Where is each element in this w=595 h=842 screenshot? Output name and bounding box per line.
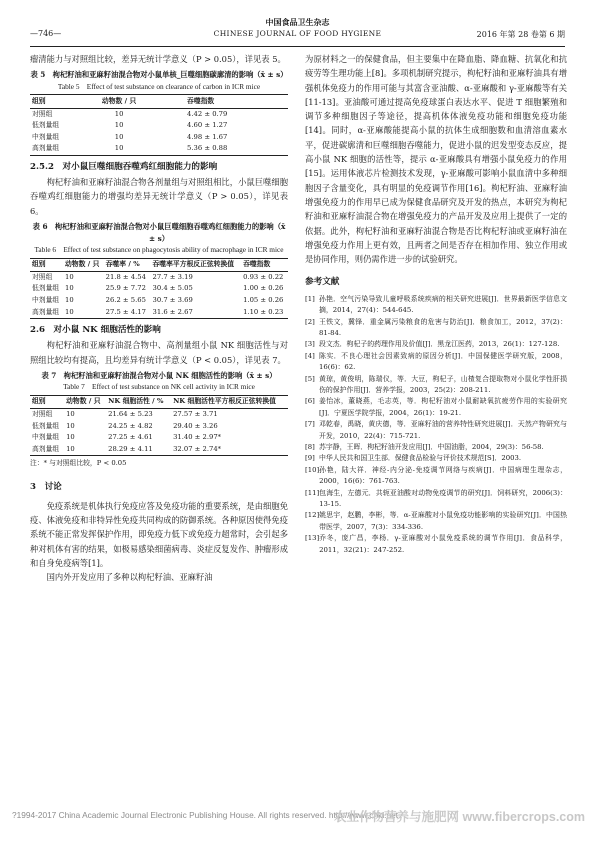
journal-title-en: CHINESE JOURNAL OF FOOD HYGIENE [213,29,382,38]
table-cell: 低剂量组 [32,121,60,130]
table-cell: 10 [63,306,104,318]
paragraph-intro: 瘤清能力与对照组比较，差异无统计学意义（P > 0.05），详见表 5。 [30,54,286,64]
table-row [30,143,288,155]
table-6 [30,258,288,320]
table-cell: 0.93 ± 0.22 [243,272,284,281]
table-7 [30,395,288,457]
reference-item [305,374,567,397]
reference-item [305,396,567,419]
table6-caption-cn: 表 6 枸杞籽油和亚麻籽油混合物对小鼠巨噬细胞吞噬鸡红细胞能力的影响（x̄ ± s） [32,222,286,243]
table-cell: 24.25 ± 4.82 [108,421,153,430]
table-row [30,295,288,307]
table-header-cell: 组别 [30,395,64,408]
table-header-cell: 吞噬率 / % [104,258,151,271]
discussion-paragraph-1: 免疫系统是机体执行免疫应答及免疫功能的重要系统，是由细胞免疫、体液免疫和非特异性免疫共同构成的防御系统。各种原因使得免疫系统不能正常发挥保护作用，即免疫力低下或免疫力超常时，会引起多种对机体有害的结果，如极易感染细菌病毒、炎症反复发作、肿瘤形成和自身免疫病等[1]。 [30,500,288,568]
reference-item [305,339,567,350]
reference-text: 包海生，左德元．共轭亚油酸对动物免疫调节的研究[J]．饲料研究，2006(3)：13-15. [319,488,567,509]
section-2-6-body: 枸杞籽油和亚麻籽油混合物中、高剂量组小鼠 NK 细胞活性与对照组比较均有提高，且均差异有统计学意义（P < 0.05），详见表 7。 [30,340,288,365]
table-cell: 中剂量组 [32,132,60,141]
table-cell: 26.2 ± 5.65 [105,296,146,305]
discussion-paragraph-2: 国内外开发应用了多种以枸杞籽油、亚麻籽油 [46,572,213,583]
table-row [30,120,288,132]
table-cell: 4.98 ± 1.67 [187,132,228,141]
table-cell: 4.42 ± 0.79 [187,109,228,118]
table-row [30,108,288,120]
reference-item [305,465,567,488]
table-header-cell: 动物数 / 只 [64,395,106,408]
table-cell: 对照组 [32,272,53,281]
reference-number: [4] [305,351,315,360]
running-header [30,17,565,47]
table-cell: 21.64 ± 5.23 [108,410,153,419]
table-cell: 高剂量组 [30,143,85,155]
table-header-cell: 组别 [30,258,63,271]
reference-item [305,294,567,317]
reference-text: 孙艳，陆大祥．神经-内分泌-免疫调节网络与疾病[J]．中国病理生理杂志，2000，16(6)：761-763. [319,465,567,486]
table-cell: 27.5 ± 4.17 [104,306,151,318]
reference-item [305,533,567,556]
reference-text: 黄琼，黄俊明，陈瑞仪，等．大豆，枸杞子，山楂复合提取物对小鼠化学性肝损伤的保护作用[J]．营养学报，2003，25(2)：208-211. [319,374,567,394]
table-cell: 30.7 ± 3.69 [152,296,193,305]
table6-caption-en: Table 6 Effect of test substance on phagocytosis ability of macrophage in ICR mice [34,245,284,254]
table-cell: 1.00 ± 0.26 [243,284,284,293]
journal-title-cn: 中国食品卫生杂志 [265,17,330,27]
table-cell: 对照组 [32,109,53,118]
reference-item [305,510,567,533]
reference-text: 姜怡冰，董晓燕，毛志英，等．枸杞籽油对小鼠耐缺氧抗疲劳作用的实验研究[J]．宁夏医学院学报，2004，26(1)：19-21. [319,397,567,417]
table-cell: 中剂量组 [32,433,60,442]
watermark: 农业作物营养与施肥网 www.fibercrops.com [334,810,585,824]
table-cell: 10 [64,444,106,456]
table-cell: 10 [114,121,124,130]
table-header-cell: 吞噬指数 [153,95,288,108]
table-row [30,306,288,318]
reference-item [305,442,567,453]
table-cell: 10 [85,143,153,155]
table-header-cell: 动物数 / 只 [85,95,153,108]
reference-number: [7] [305,420,315,429]
discussion-continued: 为原材料之一的保健食品，但主要集中在降血脂、降血糖、抗氧化和抗疲劳等生理功能上[8]。多项机制研究提示，枸杞籽油和亚麻籽油具有增强机体免疫力的作用可能与其富含亚油酸、α-亚麻酸和 γ-亚麻酸等有关[11-13]。亚油酸可通过提高免疫球蛋白表达水平、促进 T 细胞繁殖和调节多种细胞因子等途径，提高机体体液免疫功能和细胞免疫功能[14]。同时，α-亚麻酸能提高小鼠的抗体生成细胞数和血清溶血素水平，促进碳廓清和巨噬细胞吞噬能力，促进小鼠的迟发型变态反应，提高小鼠 NK 细胞的活性等，提示 α-亚麻酸具有增强小鼠免疫力的作用[15]。运用体液芯片检测技术发现，γ-亚麻酸可影响小鼠血清中多种细胞因子含量变化，具有明显的免疫调节作用[16]。枸杞籽油、亚麻籽油增强免疫力的作用早已成为保健食品研究及开发的热点，本研究为枸杞籽油和亚麻籽油混合物在增强免疫力的产品开发及应用上提供了一定的依据。此外，枸杞籽油和亚麻籽油混合物是否比枸杞籽油或亚麻籽油在增强免疫力作用上更有效，且两者之间是否存在相加作用、独立作用或是协同作用，则仍需作进一步的试验研究。 [305,54,567,265]
reference-text: 陈实．不良心理社会因素致病的原因分析[J]．中国保健医学研究版，2008，16(6)：62. [319,351,567,372]
table-header-cell: 吞噬指数 [241,258,288,271]
reference-number: [6] [305,397,315,406]
header-divider [30,46,565,47]
table-cell: 10 [114,109,124,118]
table-cell: 低剂量组 [32,421,60,430]
table-cell: 高剂量组 [30,444,64,456]
table-cell: 27.7 ± 3.19 [152,272,193,281]
table-cell: 30.4 ± 5.05 [152,284,193,293]
reference-text: 乔冬，庞广昌，李杨．γ-亚麻酸对小鼠免疫系统的调节作用[J]．食品科学，2011，32(21)：247-252. [319,534,567,554]
table-cell: 29.40 ± 3.26 [173,421,218,430]
reference-item [305,453,567,464]
page-number: —746— [30,29,62,38]
table-row [30,421,288,433]
reference-text: 中华人民共和国卫生部．保健食品检验与评价技术规范[S]．2003. [319,454,522,463]
reference-number: [8] [305,443,315,452]
copyright-notice: ?1994-2017 China Academic Journal Electronic Publishing House. All rights reserved. http://www.cnki.net [12,810,399,820]
section-2-5-2-title: 2.5.2 对小鼠巨噬细胞吞噬鸡红细胞能力的影响 [30,161,218,172]
table-row [30,132,288,144]
section-2-6-title: 2.6 对小鼠 NK 细胞活性的影响 [30,325,161,336]
reference-number: [9] [305,454,315,463]
table-cell: 25.9 ± 7.72 [105,284,146,293]
reference-number: [10] [305,465,320,474]
table-cell: 10 [65,284,74,293]
reference-number: [1] [305,294,315,303]
table-cell: 21.8 ± 4.54 [105,272,146,281]
reference-item [305,419,567,442]
table7-note: 注：* 与对照组比较，P < 0.05 [30,459,127,468]
table-cell: 10 [66,410,75,419]
table-row [30,444,288,456]
table-cell: 中剂量组 [32,296,60,305]
table-cell: 10 [65,296,74,305]
reference-text: 邓乾春，禹晓，黄庆德，等．亚麻籽油的营养特性研究进展[J]．天然产物研究与开发，2010，22(4)：715-721. [319,420,567,440]
table-cell: 1.05 ± 0.26 [243,296,284,305]
reference-text: 孙艳．空气污染导致儿童呼吸系统疾病的相关研究进展[J]．世界最新医学信息文摘，2014，27(4)：544-645. [319,294,567,315]
table-cell: 31.40 ± 2.97* [173,433,222,442]
table-cell: 对照组 [32,410,53,419]
table-header-cell: 组别 [30,95,85,108]
reference-text: 段文杰．枸杞子的药理作用及价值[J]．黑龙江医药，2013，26(1)：127-128. [319,340,560,349]
reference-number: [2] [305,317,315,326]
table-cell: 5.36 ± 0.88 [153,143,288,155]
issue-info: 2016 年第 28 卷第 6 期 [476,30,565,39]
section-2-5-2-body: 枸杞籽油和亚麻籽油混合物各剂量组与对照组相比，小鼠巨噬细胞吞噬鸡红细胞能力的增强均差异无统计学意义（P > 0.05），详见表 6。 [30,177,288,216]
table-row [30,283,288,295]
references-list [305,294,567,556]
reference-item [305,351,567,374]
table-row [30,409,288,421]
table-header-cell: NK 细胞活性平方根反正弦转换值 [171,395,288,408]
reference-number: [11] [305,488,320,497]
table7-caption-en: Table 7 Effect of test substance on NK cell activity in ICR mice [63,382,255,392]
table-row [30,432,288,444]
table-header-cell: 动物数 / 只 [63,258,104,271]
table-row [30,271,288,283]
table-cell: 31.6 ± 2.67 [151,306,242,318]
table7-caption-cn: 表 7 枸杞籽油和亚麻籽油混合物对小鼠 NK 细胞活性的影响（x̄ ± s） [41,370,277,380]
reference-number: [12] [305,511,320,520]
references-title: 参考文献 [305,277,340,288]
table-cell: 32.07 ± 2.74* [171,444,288,456]
reference-number: [5] [305,374,315,383]
table-cell: 10 [65,272,74,281]
table-header-cell: 吞噬率平方根反正弦转换值 [151,258,242,271]
section-3-title: 3 讨论 [30,482,62,493]
reference-text: 姚思宇，赵鹏，李彬，等．α-亚麻酸对小鼠免疫功能影响的实验研究[J]．中国热带医学，2007，7(3)：334-336. [319,511,567,531]
reference-number: [13] [305,534,320,543]
table5-caption-cn: 表 5 枸杞籽油和亚麻籽油混合物对小鼠单核_巨噬细胞碳廓清的影响（x̄ ± s） [30,70,288,80]
table5-caption-en: Table 5 Effect of test substance on clearance of carbon in ICR mice [57,81,261,91]
table-cell: 1.10 ± 0.23 [241,306,288,318]
table-cell: 10 [66,421,75,430]
reference-text: 王铁文，冀锋．重金属污染粮食的危害与防治[J]．粮食加工，2012，37(2)：81-84. [319,317,567,337]
table-cell: 28.29 ± 4.11 [106,444,171,456]
table-cell: 高剂量组 [30,306,63,318]
table-header-cell: NK 细胞活性 / % [106,395,171,408]
table-cell: 10 [114,132,124,141]
table-cell: 27.25 ± 4.61 [108,433,153,442]
table-cell: 低剂量组 [32,284,60,293]
reference-text: 苏宇静，王晖．枸杞籽油开发应用[J]．中国油脂，2004，29(3)：56-58. [319,443,544,452]
reference-number: [3] [305,340,315,349]
reference-item [305,488,567,511]
table-cell: 4.60 ± 1.27 [187,121,228,130]
right-column [305,52,567,556]
left-column [30,52,288,585]
table-5 [30,94,288,156]
table-cell: 10 [66,433,75,442]
table-cell: 27.57 ± 3.71 [173,410,218,419]
reference-item [305,317,567,340]
